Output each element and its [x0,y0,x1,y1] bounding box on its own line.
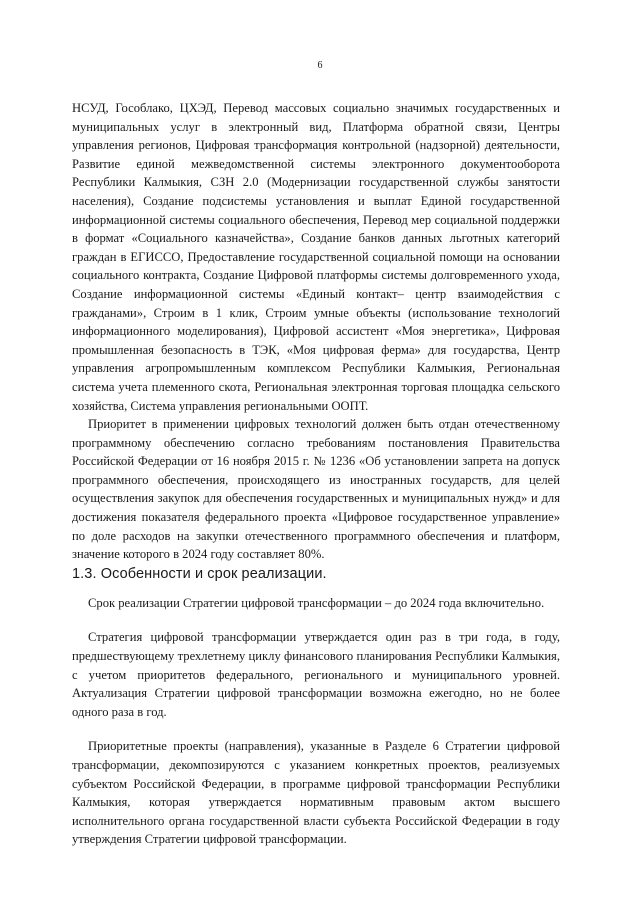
paragraph-domestic-software-priority: Приоритет в применении цифровых технологий должен быть отдан отечественному программному обеспечению согласно требованиям постановления Правительства Российской Федерации от 16 ноября 2015 г. № 1236 «Об установлении запрета на допуск программного обеспечения, происходящего из иностранных государств, для целей осуществления закупок для обеспечения государственных и муниципальных нужд» и для достижения показателя федерального проекта «Цифровое государственное управление» по доле расходов на закупки отечественного программного обеспечения и платформ, значение которого в 2024 году составляет 80%. [72,417,560,562]
paragraph-implementation-term: Срок реализации Стратегии цифровой трансформации – до 2024 года включительно. [88,595,545,610]
page-number: 6 [317,60,323,71]
section-heading: 1.3. Особенности и срок реализации. [72,565,327,582]
paragraph-priority-projects: Приоритетные проекты (направления), указанные в Разделе 6 Стратегии цифровой трансформации, декомпозируются с указанием конкретных проектов, реализуемых субъектом Российской Федерации, в программе цифровой трансформации Республики Калмыкия, которая утверждается нормативным правовым актом высшего исполнительного органа государственной власти субъекта Российской Федерации в году утверждения Стратегии цифровой трансформации. [72,739,560,847]
paragraph-projects-list: НСУД, Гособлако, ЦХЭД, Перевод массовых социально значимых государственных и муниципальных услуг в электронный вид, Платформа обратной связи, Центры управления регионов, Цифровая трансформация контрольной (надзорной) деятельности, Развитие единой межведомственной системы электронного документооборота Республики Калмыкия, СЗН 2.0 (Модернизации государственной службы занятости населения), Создание подсистемы установления и выплат Единой государственной информационной системы социального обеспечения, Перевод мер социальной поддержки в формат «Социального казначейства», Создание банков данных льготных категорий граждан в ЕГИССО, Предоставление государственной социальной помощи на основании социального контракта, Создание Цифровой платформы системы долговременного ухода, Создание информационной системы «Единый контакт– центр взаимодействия с гражданами», Строим в 1 клик, Строим умные объекты (использование технологий информационного моделирования), Цифровой ассистент «Моя энергетика», Цифровая промышленная безопасность в ТЭК, «Моя цифровая ферма» для государства, Центр управления агропромышленным комплексом Республики Калмыкия, Региональная система учета племенного скота, Региональная электронная торговая площадка сельского хозяйства, Система управления региональными ООПТ. [72,101,560,413]
document-body [72,99,560,849]
paragraph-approval-cycle: Стратегия цифровой трансформации утверждается один раз в три года, в году, предшествующему трехлетнему циклу финансового планирования Республики Калмыкия, с учетом приоритетов федерального, регионального и муниципального уровней. Актуализация Стратегии цифровой трансформации возможна ежегодно, но не более одного раза в год. [72,630,560,719]
